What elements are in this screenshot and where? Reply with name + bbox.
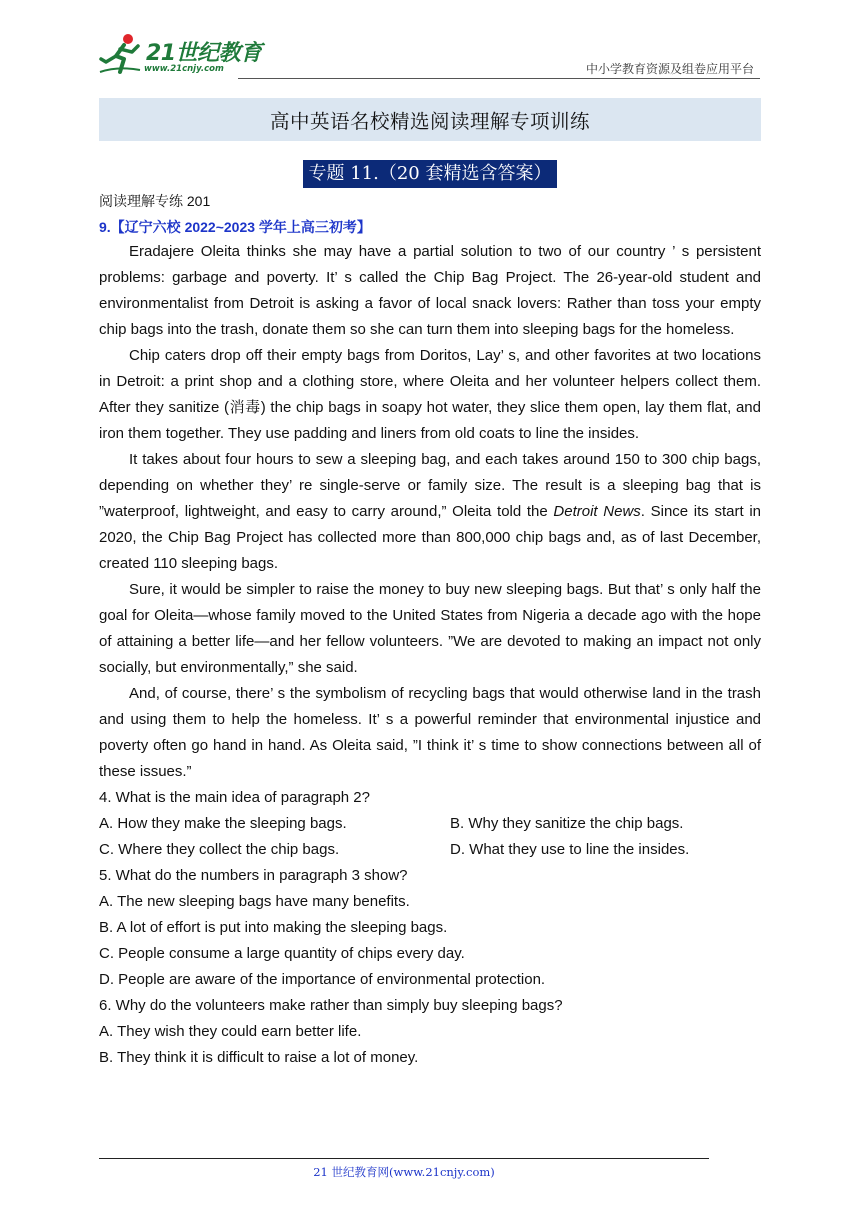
section-label: 阅读理解专练 201 bbox=[99, 193, 211, 209]
question-4: 4. What is the main idea of paragraph 2? bbox=[99, 789, 370, 806]
footer-divider bbox=[99, 1158, 709, 1159]
paragraph-3-part-b: . Since its start in 2020, the Chip Bag Project has collected more than 800,000 chip bags and, as of last December, created 110 sleeping bags. bbox=[99, 503, 761, 572]
option-4d: D. What they use to line the insides. bbox=[450, 841, 690, 858]
question-4-options-row-2 bbox=[99, 837, 761, 863]
question-6: 6. Why do the volunteers make rather than simply buy sleeping bags? bbox=[99, 997, 563, 1014]
option-6a: A. They wish they could earn better life. bbox=[99, 1023, 362, 1040]
paragraph-2: Chip caters drop off their empty bags from Doritos, Lay’ s, and other favorites at two locations in Detroit: a print shop and a clothing store, where Oleita and her volunteer helpers collect them. After they sanitize (消毒) the chip bags in soapy hot water, they slice them open, lay them flat, and iron them together. They use padding and liners from old coats to line the insides. bbox=[99, 347, 761, 442]
page-footer[interactable]: 21 世纪教育网(www.21cnjy.com) bbox=[313, 1165, 495, 1179]
option-5c: C. People consume a large quantity of chips every day. bbox=[99, 945, 465, 962]
passage-source: 9.【辽宁六校 2022~2023 学年上高三初考】 bbox=[99, 219, 371, 235]
option-6b: B. They think it is difficult to raise a lot of money. bbox=[99, 1049, 419, 1066]
page-header bbox=[98, 30, 760, 80]
runner-logo-icon bbox=[98, 32, 142, 76]
paragraph-3 bbox=[99, 447, 761, 577]
platform-name: 中小学教育资源及组卷应用平台 bbox=[585, 62, 754, 76]
option-5a: A. The new sleeping bags have many benefits. bbox=[99, 893, 410, 910]
paragraph-5: And, of course, there’ s the symbolism of recycling bags that would otherwise land in the trash and using them to help the homeless. It’ s a powerful reminder that environmental injustice and poverty often go hand in hand. As Oleita said, ”I think it’ s time to show connections between all of these issues.” bbox=[99, 685, 761, 780]
subtitle-container bbox=[0, 160, 860, 188]
site-logo[interactable] bbox=[98, 30, 268, 78]
logo-url: www.21cnjy.com bbox=[144, 64, 224, 74]
paragraph-1: Eradajere Oleita thinks she may have a partial solution to two of our country ’ s persistent problems: garbage and poverty. It’ s called the Chip Bag Project. The 26-year-old student and environmentalist from Detroit is asking a favor of local snack lovers: Rather than toss your empty chip bags into the trash, donate them so she can turn them into sleeping bags for the homeless. bbox=[99, 243, 761, 338]
title-band bbox=[99, 98, 761, 141]
logo-text: 21世纪教育 bbox=[146, 41, 262, 66]
option-5d: D. People are aware of the importance of environmental protection. bbox=[99, 971, 546, 988]
page-subtitle: 专题 11.（20 套精选含答案） bbox=[303, 160, 558, 188]
option-4b: B. Why they sanitize the chip bags. bbox=[450, 815, 684, 832]
question-5: 5. What do the numbers in paragraph 3 show? bbox=[99, 867, 408, 884]
option-4a: A. How they make the sleeping bags. bbox=[99, 815, 347, 832]
option-4c: C. Where they collect the chip bags. bbox=[99, 841, 340, 858]
paragraph-4: Sure, it would be simpler to raise the money to buy new sleeping bags. But that’ s only half the goal for Oleita—whose family moved to the United States from Nigeria a decade ago with the hope of attaining a better life—and her fellow volunteers. ”We are devoted to making an impact not only socially, but environmentally,” she said. bbox=[99, 581, 761, 676]
page-title: 高中英语名校精选阅读理解专项训练 bbox=[269, 109, 590, 133]
reading-content bbox=[99, 191, 761, 1071]
question-4-options-row-1 bbox=[99, 811, 761, 837]
header-divider bbox=[238, 78, 760, 79]
paragraph-3-part-a: It takes about four hours to sew a sleeping bag, and each takes around 150 to 300 chip bags, depending on whether they’ re single-serve or family size. The result is a sleeping bag that is ”waterproof, lightweight, and easy to carry around,” Oleita told the bbox=[99, 451, 761, 520]
option-5b: B. A lot of effort is put into making the sleeping bags. bbox=[99, 919, 448, 936]
newspaper-name: Detroit News bbox=[553, 503, 641, 520]
